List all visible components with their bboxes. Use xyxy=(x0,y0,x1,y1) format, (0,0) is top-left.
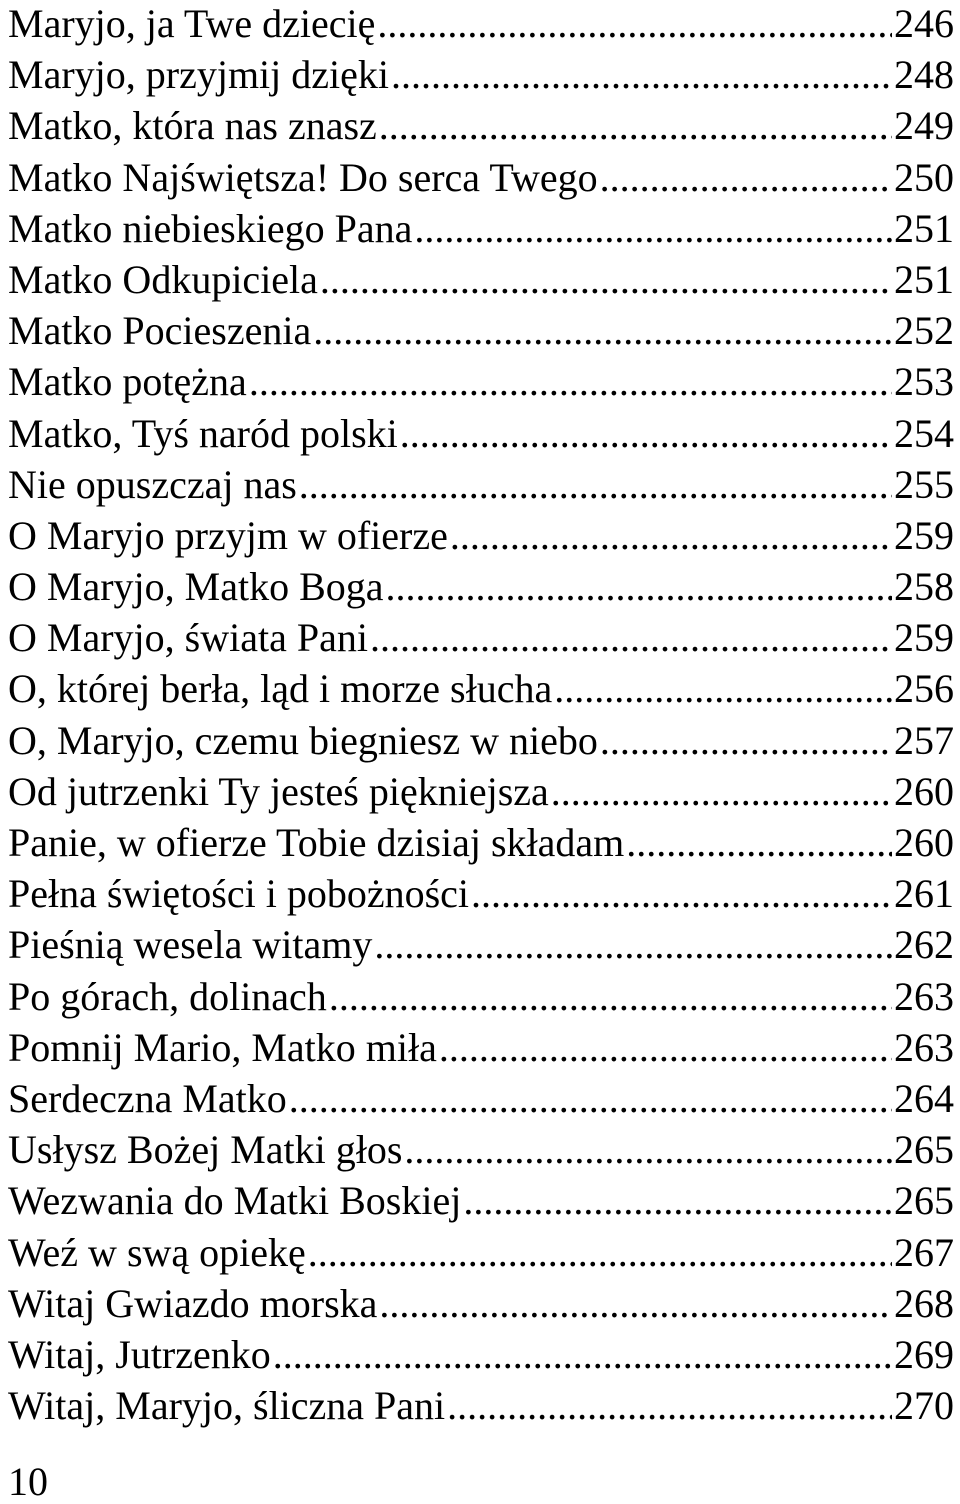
toc-entry-title: Maryjo, ja Twe dziecię xyxy=(8,1,376,46)
toc-entry-page: 255 xyxy=(894,461,954,507)
toc-entry-title: Matko, która nas znasz xyxy=(8,103,377,149)
toc-entry-page: 252 xyxy=(894,308,954,354)
dot-leader xyxy=(447,1380,892,1431)
dot-leader xyxy=(626,817,892,868)
toc-entry-page: 259 xyxy=(894,615,954,661)
toc-entry-title: O, Maryjo, czemu biegniesz w niebo xyxy=(8,717,598,763)
dot-leader xyxy=(379,1278,892,1329)
toc-entry xyxy=(8,254,954,305)
toc-entry-title: Matko potężna xyxy=(8,359,247,405)
toc-entry-title: Matko niebieskiego Pana xyxy=(8,205,413,251)
toc-entry-title: Nie opuszczaj nas xyxy=(8,461,297,507)
toc-entry-title: Witaj, Jutrzenko xyxy=(8,1331,271,1377)
toc-entry-page: 263 xyxy=(894,1024,954,1070)
toc-entry xyxy=(8,1380,954,1431)
toc-entry-page: 265 xyxy=(894,1127,954,1173)
toc-entry-page: 264 xyxy=(894,1075,954,1121)
toc-entry-title: Weź w swą opiekę xyxy=(8,1229,306,1275)
dot-leader xyxy=(386,561,892,612)
toc-entry-title: Pieśnią wesela witamy xyxy=(8,922,373,968)
dot-leader xyxy=(600,152,892,203)
dot-leader xyxy=(377,0,892,49)
toc-entry-page: 268 xyxy=(894,1280,954,1326)
dot-leader xyxy=(404,1124,892,1175)
dot-leader xyxy=(299,459,892,510)
toc-entry-title: Pełna świętości i pobożności xyxy=(8,871,470,917)
dot-leader xyxy=(600,715,892,766)
toc-entry-title: Pomnij Mario, Matko miła xyxy=(8,1024,437,1070)
dot-leader xyxy=(374,919,892,970)
toc-entry-page: 259 xyxy=(894,512,954,558)
toc-entry-title: O Maryjo, świata Pani xyxy=(8,615,368,661)
dot-leader xyxy=(313,305,892,356)
dot-leader xyxy=(370,612,892,663)
toc-entry-title: O Maryjo, Matko Boga xyxy=(8,564,384,610)
toc-entry-title: Matko Najświętsza! Do serca Twego xyxy=(8,154,598,200)
toc-entry-page: 249 xyxy=(894,103,954,149)
dot-leader xyxy=(308,1227,892,1278)
toc-entry-page: 251 xyxy=(894,205,954,251)
toc-entry xyxy=(8,49,954,100)
toc-entry xyxy=(8,203,954,254)
toc-entry-title: Witaj Gwiazdo morska xyxy=(8,1280,378,1326)
toc-entry xyxy=(8,408,954,459)
dot-leader xyxy=(450,510,892,561)
page-number: 10 xyxy=(8,1459,48,1504)
toc-entry xyxy=(8,1278,954,1329)
toc-entry-title: Od jutrzenki Ty jesteś piękniejsza xyxy=(8,768,549,814)
dot-leader xyxy=(329,971,892,1022)
dot-leader xyxy=(554,663,892,714)
toc-entry xyxy=(8,305,954,356)
toc-entry xyxy=(8,1175,954,1226)
toc-entry-page: 253 xyxy=(894,359,954,405)
dot-leader xyxy=(439,1022,892,1073)
toc-entry xyxy=(8,868,954,919)
toc-entry xyxy=(8,356,954,407)
toc-entry xyxy=(8,0,954,49)
toc-entry xyxy=(8,919,954,970)
toc-entry-title: Po górach, dolinach xyxy=(8,973,327,1019)
dot-leader xyxy=(289,1073,892,1124)
toc-entry-title: Matko Pocieszenia xyxy=(8,308,312,354)
toc-entry-title: Maryjo, przyjmij dzięki xyxy=(8,52,390,98)
toc-entry xyxy=(8,152,954,203)
toc-entry xyxy=(8,1022,954,1073)
dot-leader xyxy=(273,1329,892,1380)
toc-entry-page: 251 xyxy=(894,256,954,302)
toc-entry-page: 269 xyxy=(894,1331,954,1377)
dot-leader xyxy=(414,203,892,254)
toc-entry xyxy=(8,1329,954,1380)
dot-leader xyxy=(379,100,892,151)
toc-entry xyxy=(8,612,954,663)
toc-entry-page: 262 xyxy=(894,922,954,968)
dot-leader xyxy=(471,868,892,919)
toc-entry xyxy=(8,663,954,714)
dot-leader xyxy=(551,766,892,817)
toc-entry-page: 263 xyxy=(894,973,954,1019)
dot-leader xyxy=(320,254,892,305)
toc-entry xyxy=(8,1073,954,1124)
toc-entry xyxy=(8,510,954,561)
toc-entry-page: 270 xyxy=(894,1383,954,1429)
toc-entry-page: 261 xyxy=(894,871,954,917)
toc-entry-title: O Maryjo przyjm w ofierze xyxy=(8,512,448,558)
dot-leader xyxy=(249,356,892,407)
toc-entry-title: Usłysz Bożej Matki głos xyxy=(8,1127,403,1173)
dot-leader xyxy=(391,49,892,100)
toc-entry-title: Panie, w ofierze Tobie dzisiaj składam xyxy=(8,820,625,865)
toc-entry-title: Wezwania do Matki Boskiej xyxy=(8,1178,462,1224)
toc-entry-page: 248 xyxy=(894,52,954,98)
toc-entry-title: Serdeczna Matko xyxy=(8,1075,287,1121)
toc-entry-title: Matko, Tyś naród polski xyxy=(8,410,398,456)
toc-entry-page: 258 xyxy=(894,564,954,610)
toc-entry-page: 267 xyxy=(894,1229,954,1275)
toc-entry-page: 265 xyxy=(894,1178,954,1224)
toc-entry xyxy=(8,459,954,510)
toc-entry-title: Matko Odkupiciela xyxy=(8,256,318,302)
toc-entry-page: 257 xyxy=(894,717,954,763)
toc-entry-page: 260 xyxy=(894,820,954,865)
toc-entry-page: 260 xyxy=(894,768,954,814)
toc-entry xyxy=(8,971,954,1022)
toc-entry xyxy=(8,561,954,612)
toc-entry-page: 246 xyxy=(894,1,954,46)
dot-leader xyxy=(400,408,892,459)
toc-entry xyxy=(8,100,954,151)
table-of-contents xyxy=(8,0,954,1431)
toc-entry xyxy=(8,1227,954,1278)
dot-leader xyxy=(463,1175,892,1226)
toc-entry xyxy=(8,766,954,817)
toc-entry xyxy=(8,817,954,868)
toc-entry-page: 250 xyxy=(894,154,954,200)
toc-entry xyxy=(8,715,954,766)
toc-entry-title: O, której berła, ląd i morze słucha xyxy=(8,666,553,712)
toc-entry-page: 256 xyxy=(894,666,954,712)
toc-entry-page: 254 xyxy=(894,410,954,456)
toc-entry xyxy=(8,1124,954,1175)
toc-entry-title: Witaj, Maryjo, śliczna Pani xyxy=(8,1383,446,1429)
